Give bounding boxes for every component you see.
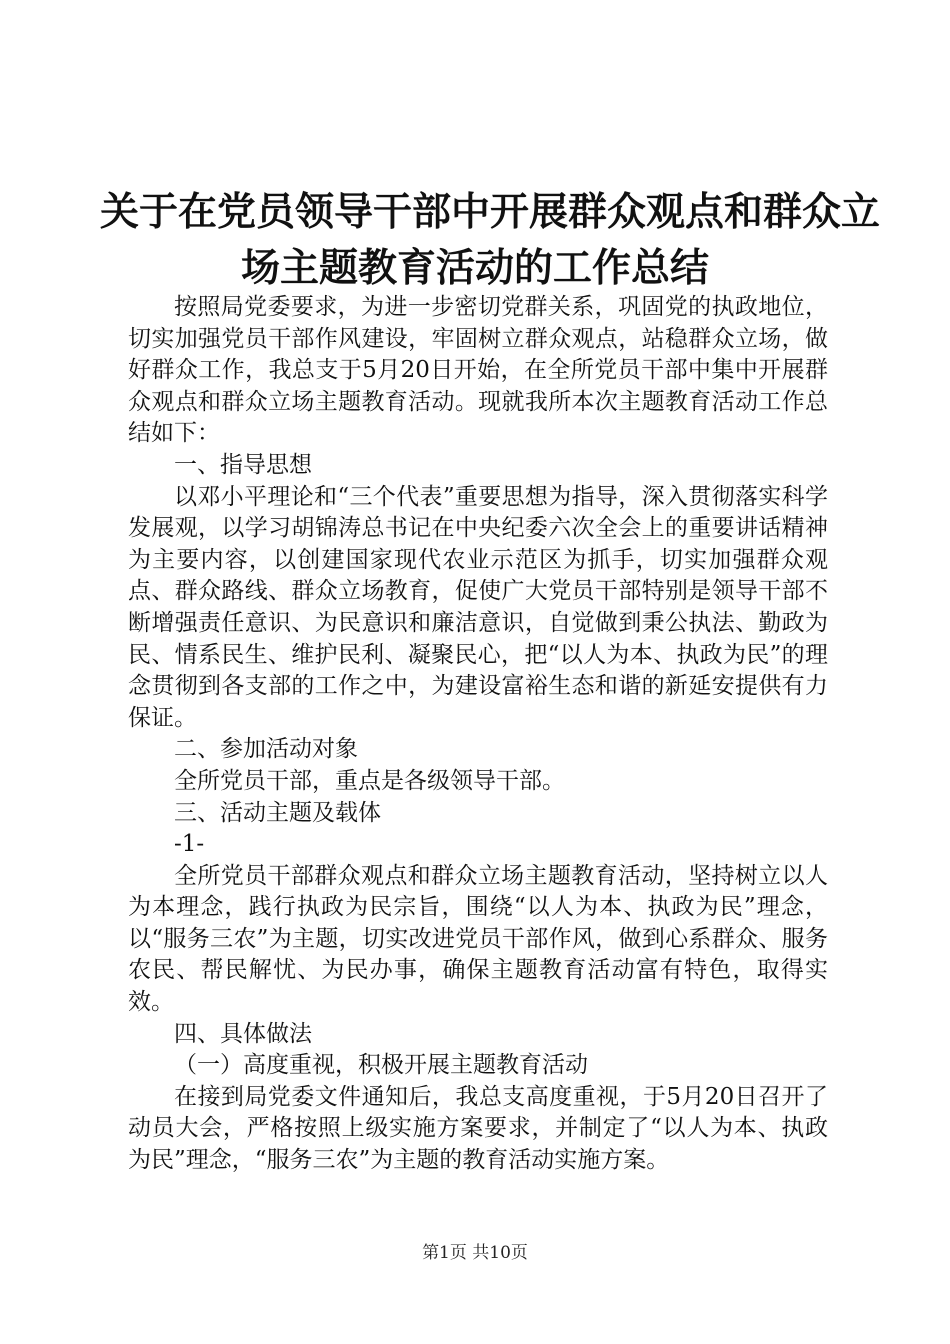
section-2-body: 全所党员干部，重点是各级领导干部。 xyxy=(174,767,565,794)
document-title-line-1: 关于在党员领导干部中开展群众观点和群众立 xyxy=(100,190,881,235)
section-3-heading: 三、活动主题及载体 xyxy=(174,799,381,826)
subsection-1-body: 在接到局党委文件通知后，我总支高度重视，于5月20日召开了动员大会，严格按照上级实施方案要求，并制定了“以人为本、执政为民”理念，“服务三农”为主题的教育活动实施方案。 xyxy=(128,1083,828,1174)
section-2-heading: 二、参加活动对象 xyxy=(174,736,358,763)
inline-page-marker: -1- xyxy=(174,831,205,858)
section-1-heading: 一、指导思想 xyxy=(174,451,312,478)
section-1-body: 以邓小平理论和“三个代表”重要思想为指导，深入贯彻落实科学发展观，以学习胡锦涛总书记在中央纪委六次全会上的重要讲话精神为主要内容，以创建国家现代农业示范区为抓手，切实加强群众观点、群众路线、群众立场教育，促使广大党员干部特别是领导干部不断增强责任意识、为民意识和廉洁意识，自觉做到秉公执法、勤政为民、情系民生、维护民利、凝聚民心，把“以人为本、执政为民”的理念贯彻到各支部的工作之中，为建设富裕生态和谐的新延安提供有力保证。 xyxy=(128,483,828,731)
section-3-body: 全所党员干部群众观点和群众立场主题教育活动，坚持树立以人为本理念，践行执政为民宗旨，围绕“以人为本、执政为民”理念，以“服务三农”为主题，切实改进党员干部作风，做到心系群众、服务农民、帮民解忧、为民办事，确保主题教育活动富有特色，取得实效。 xyxy=(128,862,828,1016)
document-body xyxy=(128,292,828,1177)
section-4-heading: 四、具体做法 xyxy=(174,1020,312,1047)
subsection-1-heading: （一）高度重视，积极开展主题教育活动 xyxy=(174,1052,588,1079)
document-title-line-2: 场主题教育活动的工作总结 xyxy=(240,246,709,291)
page-footer: 第1页 共10页 xyxy=(422,1243,528,1263)
intro-paragraph: 按照局党委要求，为进一步密切党群关系，巩固党的执政地位，切实加强党员干部作风建设，牢固树立群众观点，站稳群众立场，做好群众工作，我总支于5月20日开始，在全所党员干部中集中开展群众观点和群众立场主题教育活动。现就我所本次主题教育活动工作总结如下： xyxy=(128,294,828,447)
